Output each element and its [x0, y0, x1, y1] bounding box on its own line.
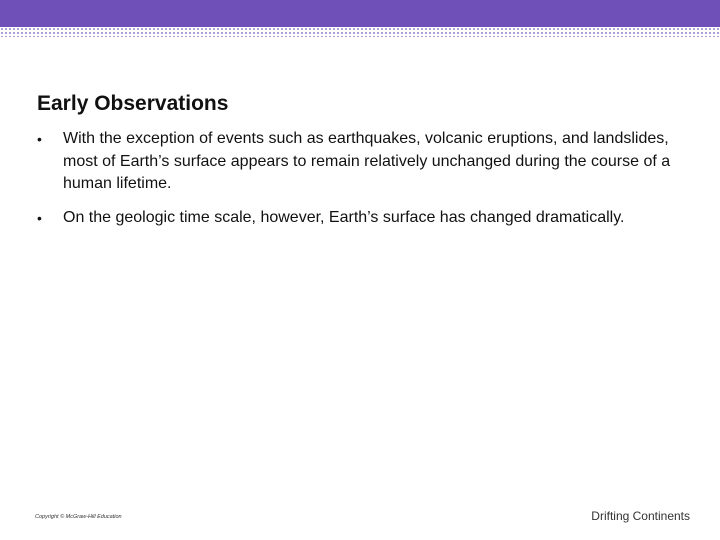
- bullet-text: On the geologic time scale, however, Earth’s surface has changed dramatically.: [63, 208, 625, 226]
- header-dot-pattern: [0, 27, 720, 37]
- footer-section-title: Drifting Continents: [591, 509, 690, 523]
- bullet-item: [37, 207, 677, 230]
- copyright-notice: Copyright © McGraw-Hill Education: [35, 514, 122, 520]
- bullet-marker: •: [37, 131, 42, 147]
- slide-title: Early Observations: [37, 92, 229, 115]
- bullet-marker: •: [37, 209, 42, 226]
- header-band: [0, 0, 720, 27]
- bullet-item: [37, 128, 677, 196]
- bullet-list: [37, 128, 677, 240]
- bullet-text: With the exception of events such as earthquakes, volcanic eruptions, and landslides, most of Earth’s surface appears to remain relatively unchanged during the course of a human lifetime.: [63, 130, 671, 192]
